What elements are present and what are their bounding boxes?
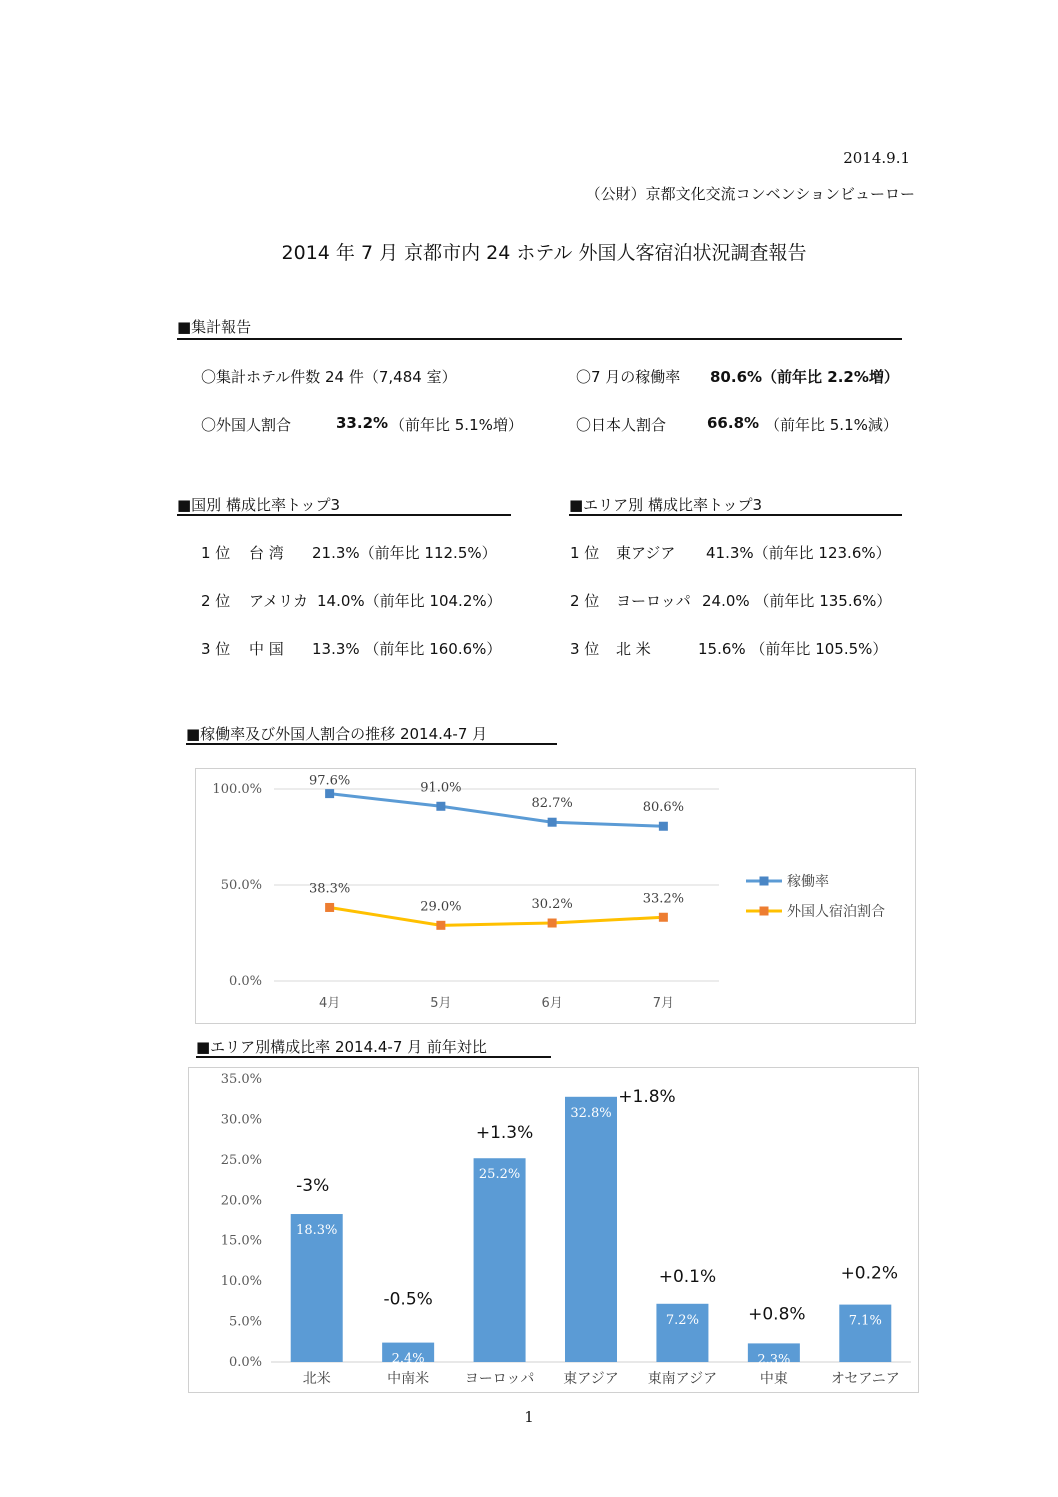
area-value: 41.3%（前年比 123.6%） (706, 544, 891, 562)
foreign-ratio-change: （前年比 5.1%増） (390, 416, 523, 434)
bar-value-label: 7.1% (848, 1313, 882, 1329)
x-tick-label: 東アジア (563, 1371, 619, 1387)
data-label: 91.0% (420, 780, 462, 796)
y-tick-label: 100.0% (212, 782, 262, 797)
y-tick-label: 50.0% (220, 878, 262, 893)
area-name: 東アジア (616, 544, 676, 562)
area-name: ヨーロッパ (616, 592, 691, 610)
change-annotation: -0.5% (383, 1289, 433, 1310)
data-label: 97.6% (308, 773, 351, 789)
bar-value-label: 2.4% (391, 1351, 425, 1367)
x-tick-label: 7月 (652, 996, 675, 1011)
x-tick-label: 中東 (759, 1371, 788, 1387)
data-label: 38.3% (308, 881, 351, 897)
data-label: 33.2% (642, 891, 685, 907)
data-point (548, 919, 557, 928)
country-rank: 3 位 (201, 640, 231, 658)
area-name: 北 米 (616, 640, 651, 658)
foreign-ratio-label: 〇外国人割合 (201, 416, 292, 434)
data-label: 30.2% (531, 897, 573, 913)
country-top3-heading: ■国別 構成比率トップ3 (177, 496, 341, 514)
y-tick-label: 30.0% (220, 1112, 262, 1128)
bar-chart (189, 1068, 918, 1392)
foreign-ratio-value: 33.2% (336, 414, 389, 432)
summary-heading: ■集計報告 (177, 318, 252, 336)
country-value: 21.3%（前年比 112.5%） (312, 544, 497, 562)
data-label: 29.0% (420, 899, 462, 915)
line-chart (196, 769, 915, 1023)
country-rank: 1 位 (201, 544, 231, 562)
bar-chart-heading-underline (196, 1056, 551, 1058)
page-number: 1 (524, 1408, 534, 1426)
y-tick-label: 5.0% (228, 1314, 262, 1330)
y-tick-label: 15.0% (220, 1233, 262, 1249)
bar-value-label: 32.8% (570, 1105, 612, 1121)
data-point (325, 903, 334, 912)
bar-chart-heading: ■エリア別構成比率 2014.4-7 月 前年対比 (196, 1038, 487, 1056)
change-annotation: +0.1% (658, 1266, 717, 1287)
x-tick-label: 4月 (318, 996, 341, 1011)
page-title: 2014 年 7 月 京都市内 24 ホテル 外国人客宿泊状況調査報告 (281, 242, 807, 264)
change-annotation: +1.3% (475, 1123, 534, 1144)
hotel-count: 〇集計ホテル件数 24 件（7,484 室） (201, 368, 457, 386)
y-tick-label: 0.0% (228, 1355, 262, 1370)
country-value: 13.3% （前年比 160.6%） (312, 640, 502, 658)
country-name: 中 国 (249, 640, 284, 658)
bar (565, 1097, 617, 1362)
data-label: 82.7% (531, 796, 573, 812)
line-chart-heading-underline (186, 743, 557, 745)
bar-value-label: 7.2% (665, 1312, 699, 1328)
occupancy-value: 80.6%（前年比 2.2%増） (710, 368, 899, 386)
change-annotation: +1.8% (618, 1086, 676, 1107)
bar-chart-frame (188, 1067, 919, 1393)
x-tick-label: 東南アジア (647, 1371, 718, 1387)
country-rank: 2 位 (201, 592, 231, 610)
area-rank: 3 位 (570, 640, 600, 658)
data-label: 80.6% (642, 800, 685, 816)
organization-name: （公財）京都文化交流コンベンションビューロー (585, 185, 915, 203)
legend-marker (760, 877, 769, 886)
japanese-ratio-value: 66.8% (707, 414, 760, 432)
bar-value-label: 2.3% (757, 1352, 791, 1368)
data-point (436, 802, 445, 811)
series-line (330, 794, 664, 827)
x-tick-label: 北米 (302, 1371, 331, 1387)
occupancy-label: 〇7 月の稼働率 (576, 368, 681, 386)
x-tick-label: 5月 (430, 996, 452, 1011)
line-chart-heading: ■稼働率及び外国人割合の推移 2014.4-7 月 (186, 725, 488, 743)
data-point (659, 822, 668, 831)
report-date: 2014.9.1 (843, 149, 910, 167)
y-tick-label: 20.0% (220, 1193, 262, 1209)
legend-marker (760, 907, 769, 916)
country-name: アメリカ (249, 592, 308, 610)
x-tick-label: 中南米 (387, 1371, 430, 1387)
series-line (330, 907, 664, 925)
y-tick-label: 25.0% (220, 1152, 262, 1168)
country-divider (177, 514, 511, 516)
y-tick-label: 10.0% (220, 1274, 262, 1290)
x-tick-label: 6月 (541, 996, 563, 1011)
area-divider (569, 514, 902, 516)
bar (474, 1158, 526, 1362)
x-tick-label: オセアニア (830, 1371, 900, 1387)
area-top3-heading: ■エリア別 構成比率トップ3 (569, 496, 763, 514)
x-tick-label: ヨーロッパ (464, 1371, 535, 1387)
change-annotation: +0.8% (748, 1304, 806, 1325)
summary-divider (177, 338, 902, 340)
legend-label: 外国人宿泊割合 (787, 904, 885, 920)
y-tick-label: 35.0% (220, 1072, 262, 1087)
japanese-ratio-label: 〇日本人割合 (576, 416, 667, 434)
data-point (548, 818, 557, 827)
data-point (436, 921, 445, 930)
japanese-ratio-change: （前年比 5.1%減） (765, 416, 898, 434)
bar-value-label: 18.3% (296, 1223, 338, 1239)
data-point (659, 913, 668, 922)
legend-label: 稼働率 (787, 874, 829, 890)
area-value: 15.6% （前年比 105.5%） (698, 640, 888, 658)
data-point (325, 789, 334, 798)
line-chart-frame (195, 768, 916, 1024)
bar-value-label: 25.2% (478, 1167, 521, 1183)
change-annotation: -3% (296, 1176, 330, 1197)
y-tick-label: 0.0% (228, 974, 262, 989)
area-value: 24.0% （前年比 135.6%） (702, 592, 892, 610)
country-name: 台 湾 (249, 544, 284, 562)
area-rank: 1 位 (570, 544, 600, 562)
country-value: 14.0%（前年比 104.2%） (317, 592, 502, 610)
change-annotation: +0.2% (840, 1263, 899, 1284)
area-rank: 2 位 (570, 592, 600, 610)
